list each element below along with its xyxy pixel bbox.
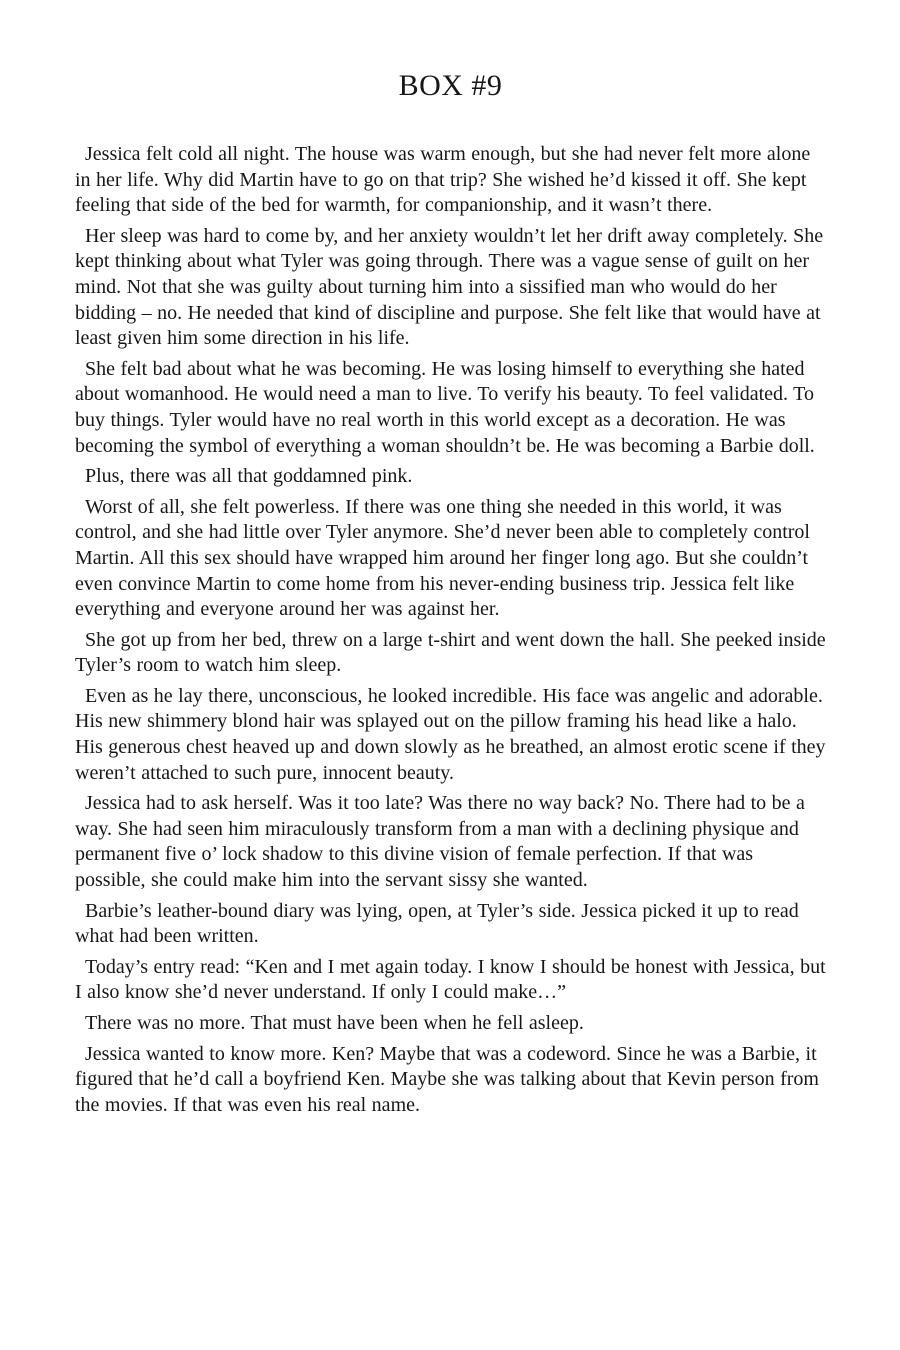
paragraph: Worst of all, she felt powerless. If there was one thing she needed in this world, it was control, and she had little over Tyler anymore. She’d never been able to completely control Martin. All this sex should have wrapped him around her finger long ago. But she couldn’t even convince Martin to come home from his never-ending business trip. Jessica felt like everything and everyone around her was against her. bbox=[75, 495, 810, 621]
body-text bbox=[75, 142, 826, 1118]
paragraph: Jessica wanted to know more. Ken? Maybe that was a codeword. Since he was a Barbie, it figured that he’d call a boyfriend Ken. Maybe she was talking about that Kevin person from the movies. If that was even his real name. bbox=[75, 1042, 819, 1116]
paragraph: Jessica had to ask herself. Was it too late? Was there no way back? No. There had to be a way. She had seen him miraculously transform from a man with a declining physique and permanent five o’ lock shadow to this divine vision of female perfection. If that was possible, she could make him into the servant sissy she wanted. bbox=[75, 792, 805, 892]
paragraph: Today’s entry read: “Ken and I met again today. I know I should be honest with Jessica, but I also know she’d never understand. If only I could make…” bbox=[75, 955, 826, 1004]
paragraph: She felt bad about what he was becoming. He was losing himself to everything she hated about womanhood. He would need a man to live. To verify his beauty. To feel validated. To buy things. Tyler would have no real worth in this world except as a decoration. He was becoming the symbol of everything a woman shouldn’t be. He was becoming a Barbie doll. bbox=[75, 357, 815, 457]
paragraph: Barbie’s leather-bound diary was lying, open, at Tyler’s side. Jessica picked it up to read what had been written. bbox=[75, 899, 799, 948]
paragraph: Even as he lay there, unconscious, he looked incredible. His face was angelic and adorable. His new shimmery blond hair was splayed out on the pillow framing his head like a halo. His generous chest heaved up and down slowly as he breathed, an almost erotic scene if they weren’t attached to such pure, innocent beauty. bbox=[75, 684, 826, 784]
paragraph: There was no more. That must have been when he fell asleep. bbox=[85, 1012, 584, 1034]
paragraph: She got up from her bed, threw on a large t-shirt and went down the hall. She peeked inside Tyler’s room to watch him sleep. bbox=[75, 628, 826, 677]
paragraph: Plus, there was all that goddamned pink. bbox=[85, 465, 413, 488]
paragraph: Her sleep was hard to come by, and her anxiety wouldn’t let her drift away completely. She kept thinking about what Tyler was going through. There was a vague sense of guilt on her mind. Not that she was guilty about turning him into a sissified man who would do her bidding – no. He needed that kind of discipline and purpose. She felt like that would have at least given him some direction in his life. bbox=[75, 224, 824, 350]
paragraph: Jessica felt cold all night. The house was warm enough, but she had never felt more alone in her life. Why did Martin have to go on that trip? She wished he’d kissed it off. She kept feeling that side of the bed for warmth, for companionship, and it wasn’t there. bbox=[75, 143, 811, 217]
chapter-title: BOX #9 bbox=[398, 69, 503, 102]
